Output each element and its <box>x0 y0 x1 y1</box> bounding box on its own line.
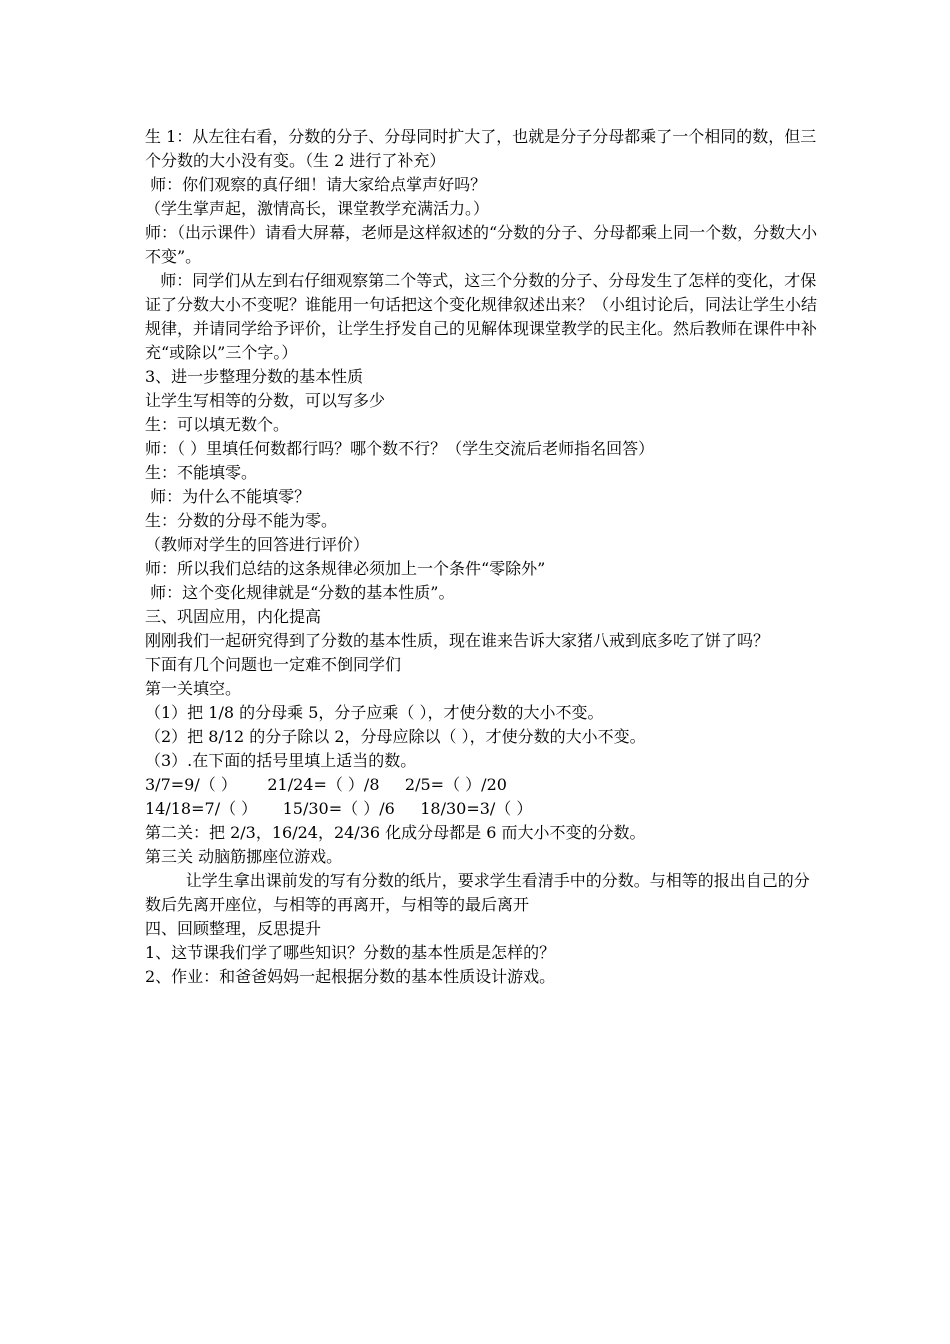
section-heading: 三、巩固应用，内化提高 <box>145 607 322 626</box>
exercise-item: （3）.在下面的括号里填上适当的数。 <box>145 751 417 770</box>
document-body <box>145 125 820 989</box>
paragraph: 让学生写相等的分数，可以写多少 <box>145 391 386 410</box>
exercise-equations: 14/18=7/（ ） 15/30=（ ）/6 18/30=3/（ ） <box>145 799 533 818</box>
section-heading: 四、回顾整理，反思提升 <box>145 919 322 938</box>
section-heading: 3、进一步整理分数的基本性质 <box>145 367 364 386</box>
paragraph: （学生掌声起，激情高长，课堂教学充满活力。） <box>145 199 490 218</box>
paragraph: 第一关填空。 <box>145 679 242 698</box>
paragraph: 生 1：从左往右看，分数的分子、分母同时扩大了，也就是分子分母都乘了一个相同的数，但三个分数的大小没有变。（生 2 进行了补充） <box>145 127 817 170</box>
exercise-item: （2）把 8/12 的分子除以 2，分母应除以（ ），才使分数的大小不变。 <box>145 727 646 746</box>
paragraph: （教师对学生的回答进行评价） <box>145 535 370 554</box>
paragraph: 师：你们观察的真仔细！请大家给点掌声好吗？ <box>145 175 487 194</box>
paragraph: 2、作业：和爸爸妈妈一起根据分数的基本性质设计游戏。 <box>145 967 556 986</box>
paragraph: 下面有几个问题也一定难不倒同学们 <box>145 655 402 674</box>
paragraph: 第二关：把 2/3，16/24，24/36 化成分母都是 6 而大小不变的分数。 <box>145 823 646 842</box>
paragraph: 师：（ ）里填任何数都行吗？哪个数不行？（学生交流后老师指名回答） <box>145 439 655 458</box>
paragraph: 1、这节课我们学了哪些知识？分数的基本性质是怎样的？ <box>145 943 556 962</box>
exercise-equations: 3/7=9/（ ） 21/24=（ ）/8 2/5=（ ）/20 <box>145 775 507 794</box>
paragraph: 生：不能填零。 <box>145 463 258 482</box>
paragraph: 师：所以我们总结的这条规律必须加上一个条件“零除外” <box>145 559 546 578</box>
exercise-item: （1）把 1/8 的分母乘 5，分子应乘（ ），才使分数的大小不变。 <box>145 703 604 722</box>
paragraph: 师：（出示课件）请看大屏幕，老师是这样叙述的“分数的分子、分母都乘上同一个数，分数大小不变”。 <box>145 223 818 266</box>
paragraph: 生：可以填无数个。 <box>145 415 290 434</box>
paragraph: 让学生拿出课前发的写有分数的纸片，要求学生看清手中的分数。与相等的报出自己的分数后先离开座位，与相等的再离开，与相等的最后离开 <box>145 871 810 914</box>
paragraph: 师：为什么不能填零？ <box>145 487 311 506</box>
paragraph: 刚刚我们一起研究得到了分数的基本性质，现在谁来告诉大家猪八戒到底多吃了饼了吗？ <box>145 631 770 650</box>
paragraph: 师：这个变化规律就是“分数的基本性质”。 <box>145 583 455 602</box>
paragraph: 第三关 动脑筋挪座位游戏。 <box>145 847 343 866</box>
paragraph: 生：分数的分母不能为零。 <box>145 511 338 530</box>
paragraph: 师：同学们从左到右仔细观察第二个等式，这三个分数的分子、分母发生了怎样的变化，才保证了分数大小不变呢？谁能用一句话把这个变化规律叙述出来？（小组讨论后，同法让学生小结规律，并请同学给予评价，让学生抒发自己的见解体现课堂教学的民主化。然后教师在课件中补充“或除以”三个字。） <box>145 271 818 362</box>
